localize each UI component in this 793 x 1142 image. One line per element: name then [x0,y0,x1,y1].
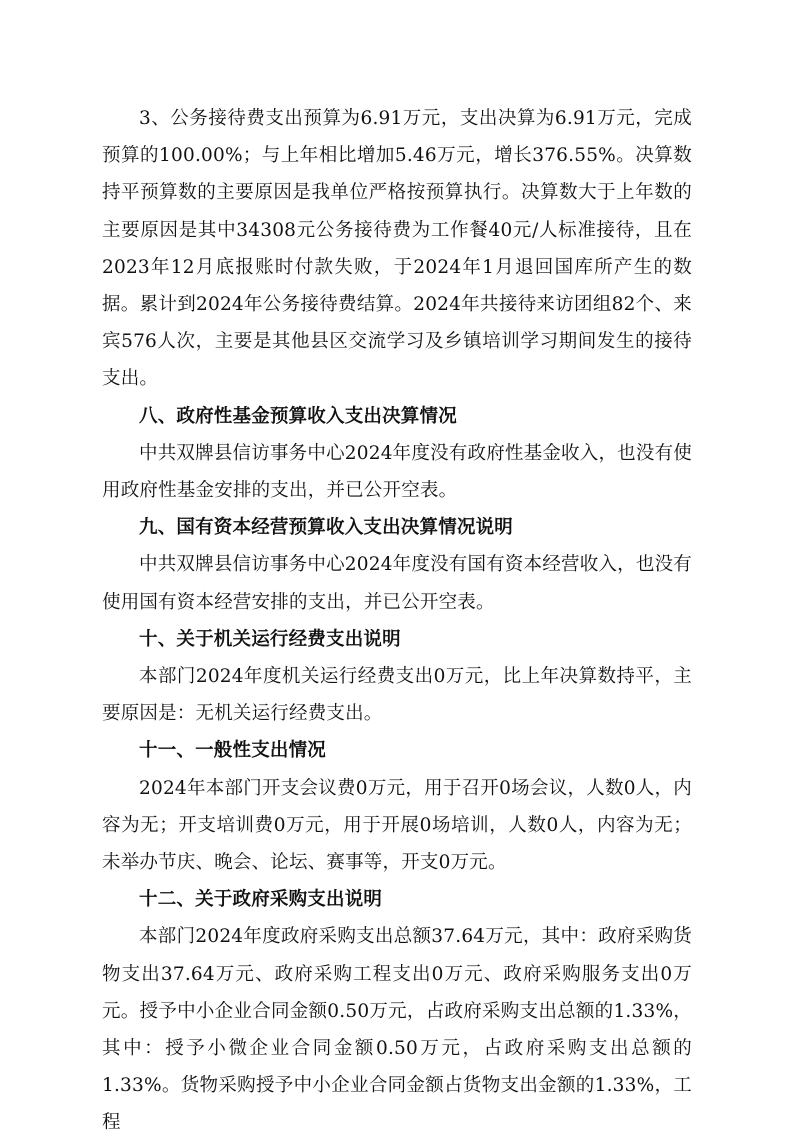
paragraph-government-fund: 中共双牌县信访事务中心2024年度没有政府性基金收入，也没有使用政府性基金安排的支出，并已公开空表。 [102,442,692,502]
paragraph-reception-expense: 3、公务接待费支出预算为6.91万元，支出决算为6.91万元，完成预算的100.00%；与上年相比增加5.46万元，增长376.55%。决算数持平预算数的主要原因是我单位严格按预算执行。决算数大于上年数的主要原因是其中34308元公务接待费为工作餐40元/人标准接待，且在2023年12月底报账时付款失败，于2024年1月退回国库所产生的数据。累计到2024年公务接待费结算。2024年共接待来访团组82个、来宾576人次，主要是其他县区交流学习及乡镇培训学习期间发生的接待支出。 [102,108,692,390]
section-heading-operating-expense: 十、关于机关运行经费支出说明 [139,628,401,650]
paragraph-state-capital: 中共双牌县信访事务中心2024年度没有国有资本经营收入，也没有使用国有资本经营安排的支出，并已公开空表。 [102,554,692,613]
section-heading-government-fund: 八、政府性基金预算收入支出决算情况 [139,405,457,427]
section-heading-procurement: 十二、关于政府采购支出说明 [139,889,383,911]
section-heading-state-capital: 九、国有资本经营预算收入支出决算情况说明 [139,517,514,539]
document-page [102,100,692,1142]
paragraph-procurement: 本部门2024年度政府采购支出总额37.64万元，其中：政府采购货物支出37.64万元、政府采购工程支出0万元、政府采购服务支出0万元。授予中小企业合同金额0.50万元，占政府采购支出总额的1.33%，其中：授予小微企业合同金额0.50万元，占政府采购支出总额的1.33%。货物采购授予中小企业合同金额占货物支出金额的1.33%，工程 [102,926,692,1134]
paragraph-general-expense: 2024年本部门开支会议费0万元，用于召开0场会议，人数0人，内容为无；开支培训费0万元，用于开展0场培训，人数0人，内容为无；未举办节庆、晚会、论坛、赛事等，开支0万元。 [102,777,692,874]
paragraph-operating-expense: 本部门2024年度机关运行经费支出0万元，比上年决算数持平，主要原因是：无机关运行经费支出。 [102,666,692,725]
section-heading-general-expense: 十一、一般性支出情况 [139,740,327,762]
